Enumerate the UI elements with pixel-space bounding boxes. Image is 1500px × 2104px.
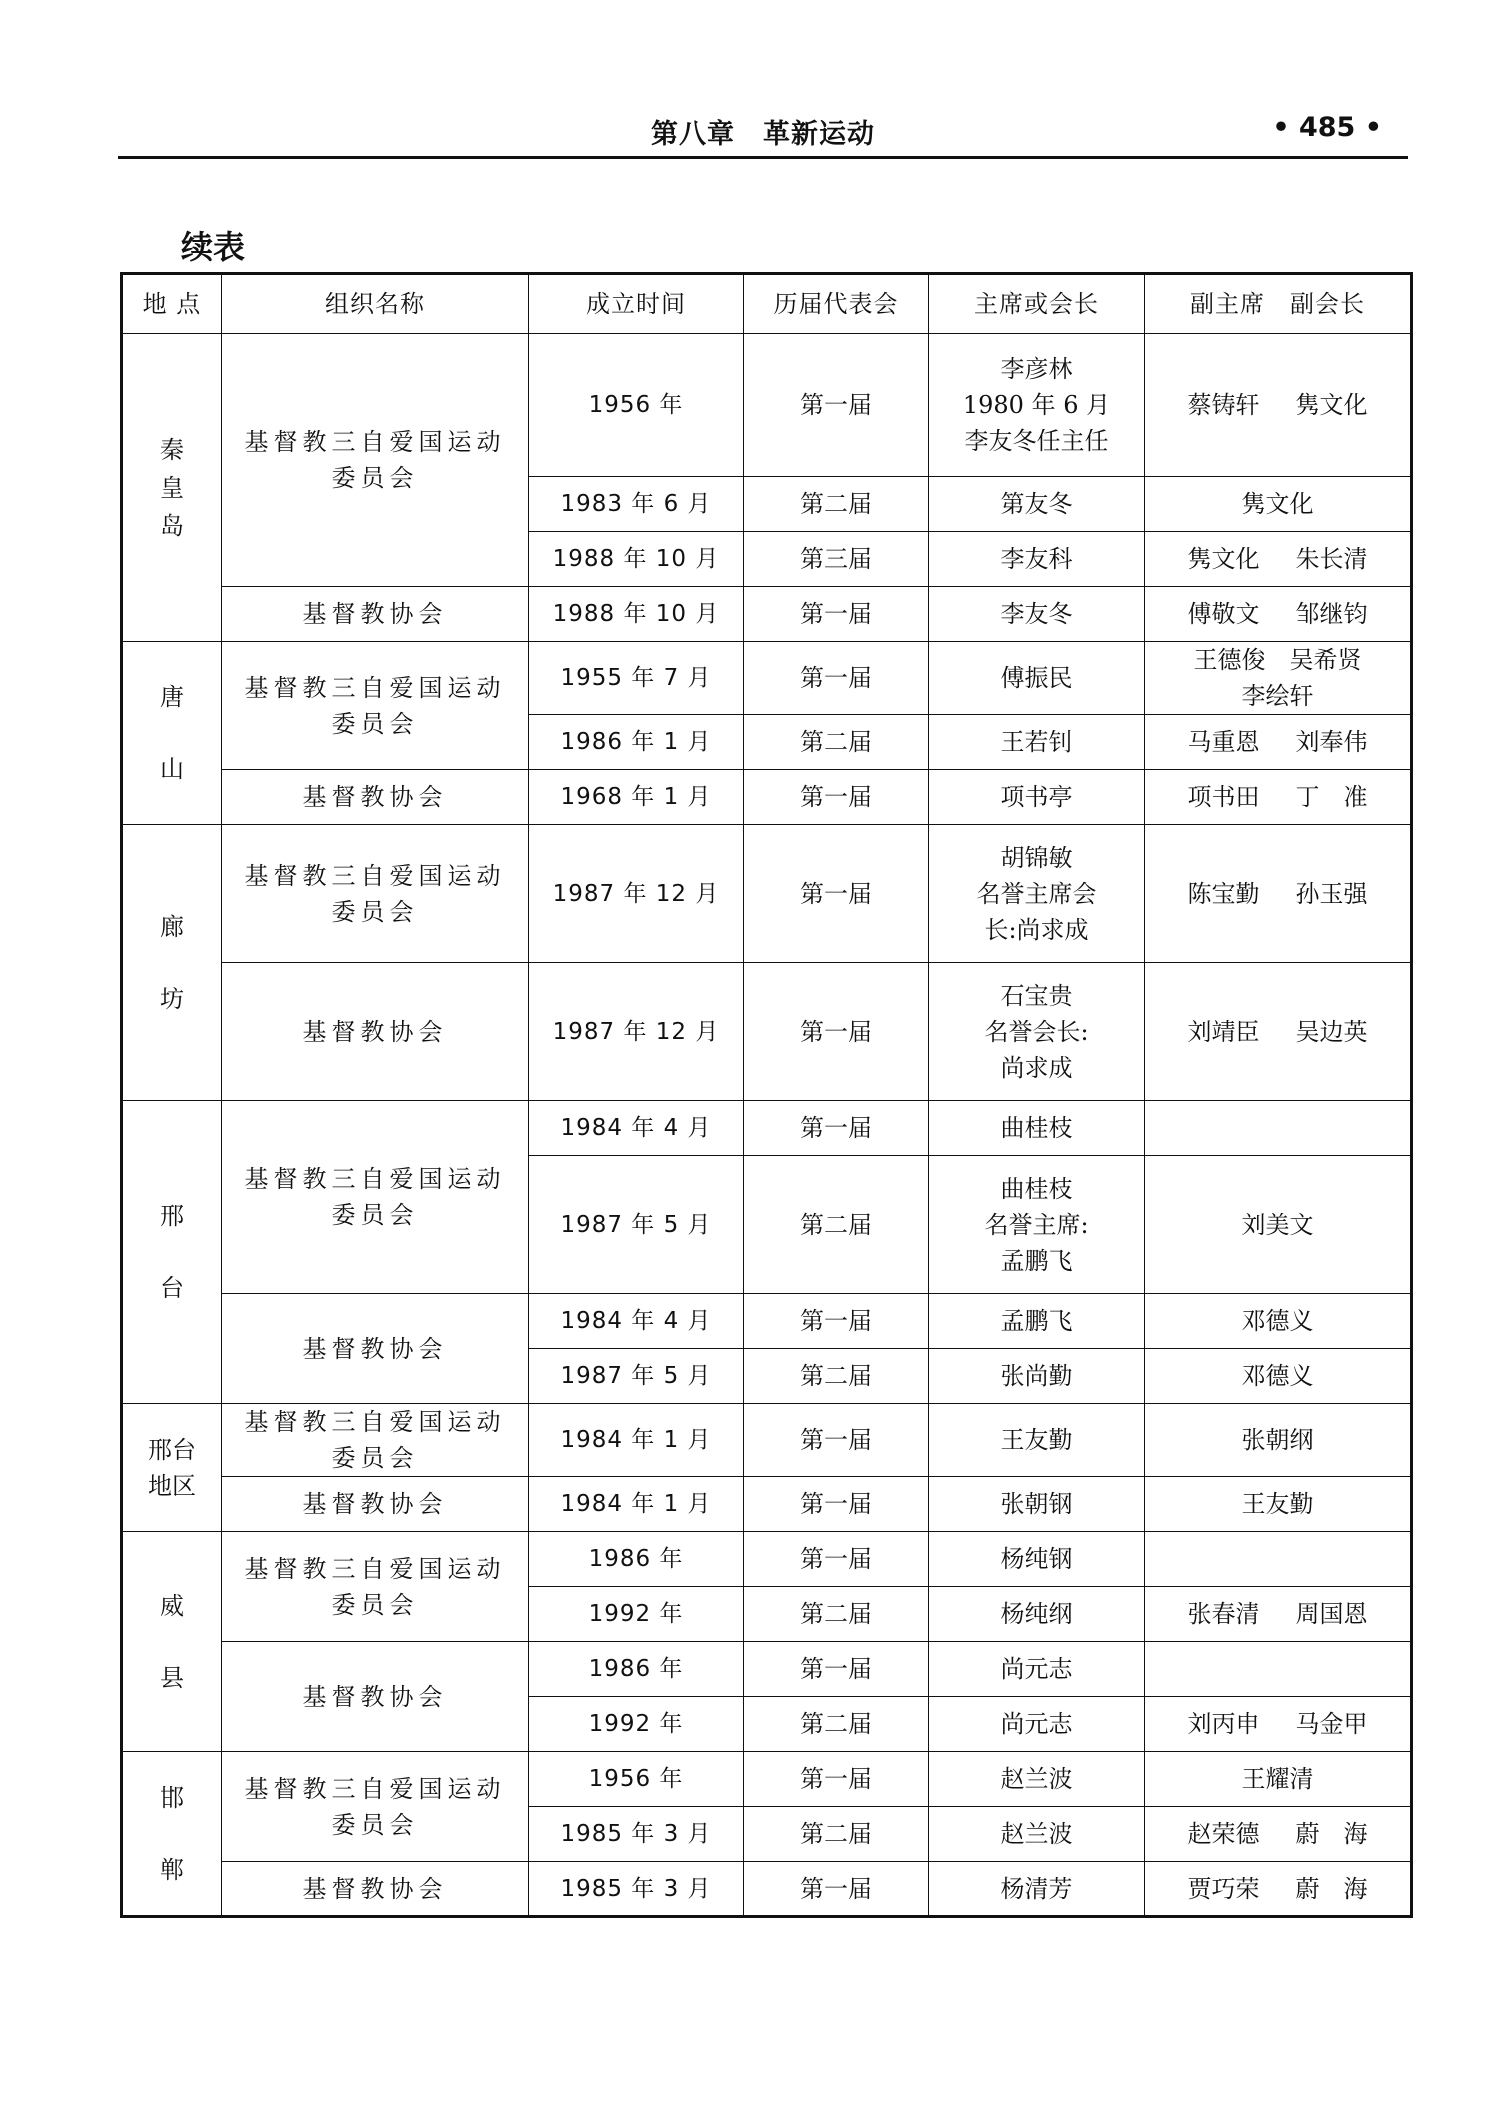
vice-chair-name: 吴边英 [1295,1017,1368,1046]
table-row [122,587,1412,642]
organization-cell [222,1101,529,1294]
vice-chair-name: 隽文化 [1295,391,1368,419]
chair-cell [929,963,1145,1101]
vice-chair-name: 刘靖臣 [1187,1017,1260,1046]
vice-chair-line: 邓德义 [1241,1362,1314,1390]
vice-chair-name: 陈宝勤 [1187,879,1260,908]
organization-name-line: 基督教三自爱国运动 [244,673,506,702]
session-cell: 第一届 [744,1752,929,1807]
chapter-title: 第八章 革新运动 [651,119,875,150]
chair-cell [929,1477,1145,1532]
vice-chair-cell [1145,770,1412,825]
chair-line: 胡锦敏 [1000,843,1073,872]
vice-chair-name: 马金甲 [1295,1710,1368,1738]
founding-date-cell: 1988 年 10 月 [529,587,744,642]
vice-chair-name: 傅敬文 [1187,600,1260,628]
organization-name-line: 基督教三自爱国运动 [244,1774,506,1803]
vice-chair-line: 李绘轩 [1241,682,1314,710]
place-char: 唐 [160,683,184,711]
vice-chair-line: 王耀清 [1241,1765,1314,1793]
founding-date-cell: 1987 年 12 月 [529,825,744,963]
chair-line: 名誉主席: [984,1210,1089,1239]
vice-chair-cell [1145,1587,1412,1642]
vice-chair-name: 朱长清 [1295,545,1368,573]
chair-cell [929,770,1145,825]
organization-cell [222,1862,529,1917]
chair-line: 尚元志 [1000,1710,1073,1738]
founding-date-cell: 1992 年 [529,1697,744,1752]
vice-chair-name: 蔡铸轩 [1187,391,1260,419]
place-cell [122,1752,222,1917]
vice-chair-line: 王友勤 [1241,1490,1314,1518]
place-char: 邯 [160,1783,184,1812]
vice-chair-cell [1145,1404,1412,1477]
table-row [122,1642,1412,1697]
vice-chair-name: 丁 准 [1295,783,1368,811]
organization-cell [222,334,529,587]
session-cell: 第二届 [744,1349,929,1404]
chair-line: 名誉会长: [984,1017,1089,1046]
session-cell: 第二届 [744,1697,929,1752]
chair-line: 孟鹏飞 [1000,1246,1073,1275]
founding-date-cell: 1984 年 1 月 [529,1404,744,1477]
vice-chair-cell [1145,1862,1412,1917]
organization-name-line: 委员会 [331,709,419,738]
vice-chair-name: 蔚 海 [1295,1820,1368,1848]
organization-name: 基督教协会 [302,1334,448,1363]
organization-name-line: 委员会 [331,897,419,926]
founding-date-cell: 1984 年 1 月 [529,1477,744,1532]
chair-cell [929,1697,1145,1752]
chair-line: 赵兰波 [1000,1820,1073,1848]
organization-name-line: 委员会 [331,464,419,492]
founding-date-cell: 1985 年 3 月 [529,1862,744,1917]
organization-name-line: 基督教三自爱国运动 [244,1554,506,1583]
founding-date-cell: 1955 年 7 月 [529,642,744,715]
vice-chair-name: 蔚 海 [1295,1874,1368,1903]
place-char: 廊 [160,912,184,941]
vice-chair-cell [1145,1752,1412,1807]
chair-line: 傅振民 [1000,664,1073,692]
organization-cell [222,587,529,642]
chair-cell [929,1101,1145,1156]
vice-chair-cell [1145,1477,1412,1532]
vice-chair-line: 隽文化 [1241,490,1314,518]
session-cell: 第二届 [744,715,929,770]
founding-date-cell: 1986 年 [529,1532,744,1587]
vice-chair-name: 赵荣德 [1187,1820,1260,1848]
chair-line: 王友勤 [1000,1426,1073,1454]
vice-chair-cell [1145,825,1412,963]
organization-name-line: 基督教三自爱国运动 [244,1408,506,1436]
vice-chair-name: 周国恩 [1295,1600,1368,1628]
chair-line: 曲桂枝 [1000,1114,1073,1142]
vice-chair-name: 孙玉强 [1295,879,1368,908]
vice-chair-cell [1145,1349,1412,1404]
session-cell: 第一届 [744,770,929,825]
organization-name-line: 基督教三自爱国运动 [244,1165,506,1193]
place-cell [122,825,222,1101]
vice-chair-cell [1145,963,1412,1101]
founding-date-cell: 1956 年 [529,334,744,477]
chair-line: 尚元志 [1000,1655,1073,1683]
table-row [122,1752,1412,1807]
founding-date-cell: 1986 年 1 月 [529,715,744,770]
chair-line: 长:尚求成 [984,915,1089,944]
chair-line: 李友冬任主任 [964,427,1109,455]
vice-chair-name: 项书田 [1187,783,1260,811]
organization-cell [222,1404,529,1477]
organization-name-line: 委员会 [331,1444,419,1472]
running-header [118,104,1408,159]
chair-cell [929,587,1145,642]
vice-chair-name: 马重恩 [1187,728,1260,756]
vice-chair-cell [1145,477,1412,532]
founding-date-cell: 1992 年 [529,1587,744,1642]
column-header: 主席或会长 [929,274,1145,334]
organization-cell [222,642,529,770]
vice-chair-cell [1145,715,1412,770]
founding-date-cell: 1987 年 5 月 [529,1349,744,1404]
table-row [122,1532,1412,1587]
chair-cell [929,1294,1145,1349]
chair-cell [929,1862,1145,1917]
vice-chair-cell [1145,532,1412,587]
place-char: 山 [160,755,184,783]
organization-name-line: 委员会 [331,1590,419,1619]
chair-line: 尚求成 [1000,1053,1073,1082]
vice-chair-cell [1145,1532,1412,1587]
chair-cell [929,1587,1145,1642]
chair-line: 李友科 [1000,545,1073,573]
session-cell: 第一届 [744,1477,929,1532]
chair-line: 李彦林 [1000,355,1073,383]
place-cell [122,1404,222,1532]
vice-chair-line: 邓德义 [1241,1307,1314,1335]
place-char: 台 [160,1274,184,1302]
table-row [122,1862,1412,1917]
chair-line: 曲桂枝 [1000,1174,1073,1203]
chair-cell [929,1156,1145,1294]
chair-line: 王若钊 [1000,728,1073,756]
session-cell: 第二届 [744,1587,929,1642]
chair-cell [929,1642,1145,1697]
chair-line: 杨纯纲 [1000,1600,1073,1628]
organization-cell [222,770,529,825]
organization-cell [222,1642,529,1752]
chair-line: 项书亭 [1000,783,1073,811]
session-cell: 第一届 [744,963,929,1101]
table-row [122,1404,1412,1477]
session-cell: 第二届 [744,1156,929,1294]
column-header: 副主席 副会长 [1145,274,1412,334]
session-cell: 第一届 [744,1642,929,1697]
organization-name: 基督教协会 [302,1017,448,1046]
place-char: 县 [160,1663,184,1692]
vice-chair-name: 隽文化 [1187,545,1260,573]
session-cell: 第一届 [744,1862,929,1917]
chair-cell [929,532,1145,587]
founding-date-cell: 1987 年 5 月 [529,1156,744,1294]
chair-cell [929,1752,1145,1807]
place-cell [122,334,222,642]
founding-date-cell: 1986 年 [529,1642,744,1697]
vice-chair-cell [1145,1697,1412,1752]
chair-cell [929,1532,1145,1587]
organization-name-line: 委员会 [331,1810,419,1839]
place-char: 邢台 [148,1435,196,1464]
table-row [122,770,1412,825]
table-row [122,825,1412,963]
organization-name: 基督教协会 [302,783,448,811]
chair-line: 赵兰波 [1000,1765,1073,1793]
vice-chair-name: 刘丙申 [1187,1710,1260,1738]
place-char: 秦 [160,435,184,464]
vice-chair-line: 刘美文 [1241,1210,1314,1239]
organization-table [120,272,1413,1918]
column-header: 成立时间 [529,274,744,334]
chair-line: 第友冬 [1000,490,1073,518]
session-cell: 第一届 [744,1101,929,1156]
vice-chair-cell [1145,587,1412,642]
chair-cell [929,334,1145,477]
column-header: 地 点 [122,274,222,334]
founding-date-cell: 1984 年 4 月 [529,1101,744,1156]
vice-chair-name: 张春清 [1187,1600,1260,1628]
place-cell [122,1532,222,1752]
column-header: 历届代表会 [744,274,929,334]
session-cell: 第一届 [744,825,929,963]
organization-cell [222,1477,529,1532]
organization-name: 基督教协会 [302,1490,448,1518]
place-char: 邢 [160,1202,184,1230]
chair-line: 李友冬 [1000,600,1073,628]
chair-cell [929,477,1145,532]
chair-line: 张尚勤 [1000,1362,1073,1390]
chair-cell [929,1349,1145,1404]
table-row [122,1294,1412,1349]
chair-line: 石宝贵 [1000,981,1073,1010]
chair-line: 孟鹏飞 [1000,1307,1073,1335]
organization-cell [222,1294,529,1404]
session-cell: 第一届 [744,587,929,642]
chair-cell [929,825,1145,963]
place-char: 郸 [160,1855,184,1884]
founding-date-cell: 1985 年 3 月 [529,1807,744,1862]
organization-name-line: 委员会 [331,1201,419,1229]
session-cell: 第一届 [744,1404,929,1477]
session-cell: 第一届 [744,334,929,477]
session-cell: 第三届 [744,532,929,587]
chair-cell [929,1807,1145,1862]
vice-chair-cell [1145,1807,1412,1862]
founding-date-cell: 1956 年 [529,1752,744,1807]
vice-chair-cell [1145,1101,1412,1156]
place-char: 岛 [160,511,184,540]
table-row [122,1477,1412,1532]
session-cell: 第一届 [744,1532,929,1587]
organization-cell [222,1752,529,1862]
vice-chair-line: 张朝纲 [1241,1426,1314,1454]
continued-label: 续表 [181,228,246,266]
vice-chair-cell [1145,642,1412,715]
founding-date-cell: 1987 年 12 月 [529,963,744,1101]
table-row [122,334,1412,477]
chair-cell [929,642,1145,715]
table-row [122,642,1412,715]
session-cell: 第二届 [744,477,929,532]
place-char: 威 [160,1591,184,1620]
place-cell [122,1101,222,1404]
organization-name: 基督教协会 [302,1682,448,1711]
vice-chair-line: 王德俊 吴希贤 [1193,646,1362,674]
place-char: 坊 [160,984,184,1013]
vice-chair-cell [1145,334,1412,477]
organization-cell [222,963,529,1101]
chair-line: 1980 年 6 月 [962,391,1111,419]
session-cell: 第一届 [744,642,929,715]
chair-line: 名誉主席会 [976,879,1097,908]
vice-chair-name: 刘奉伟 [1295,728,1368,756]
place-char: 地区 [148,1471,196,1500]
founding-date-cell: 1968 年 1 月 [529,770,744,825]
organization-name: 基督教协会 [302,600,448,628]
page-number: • 485 • [1272,112,1382,143]
table-row [122,963,1412,1101]
chair-line: 杨清芳 [1000,1874,1073,1903]
founding-date-cell: 1988 年 10 月 [529,532,744,587]
table-header-row [122,274,1412,334]
session-cell: 第一届 [744,1294,929,1349]
chair-line: 杨纯钢 [1000,1545,1073,1573]
session-cell: 第二届 [744,1807,929,1862]
organization-name-line: 基督教三自爱国运动 [244,428,506,456]
place-char: 皇 [160,473,184,502]
table-row [122,1101,1412,1156]
vice-chair-name: 邹继钧 [1295,600,1368,628]
chair-cell [929,715,1145,770]
vice-chair-cell [1145,1642,1412,1697]
vice-chair-name: 贾巧荣 [1187,1874,1260,1903]
vice-chair-cell [1145,1156,1412,1294]
vice-chair-cell [1145,1294,1412,1349]
column-header: 组织名称 [222,274,529,334]
chair-line: 张朝钢 [1000,1490,1073,1518]
organization-cell [222,825,529,963]
chair-cell [929,1404,1145,1477]
organization-cell [222,1532,529,1642]
organization-name: 基督教协会 [302,1874,448,1903]
founding-date-cell: 1983 年 6 月 [529,477,744,532]
place-cell [122,642,222,825]
founding-date-cell: 1984 年 4 月 [529,1294,744,1349]
organization-name-line: 基督教三自爱国运动 [244,861,506,890]
